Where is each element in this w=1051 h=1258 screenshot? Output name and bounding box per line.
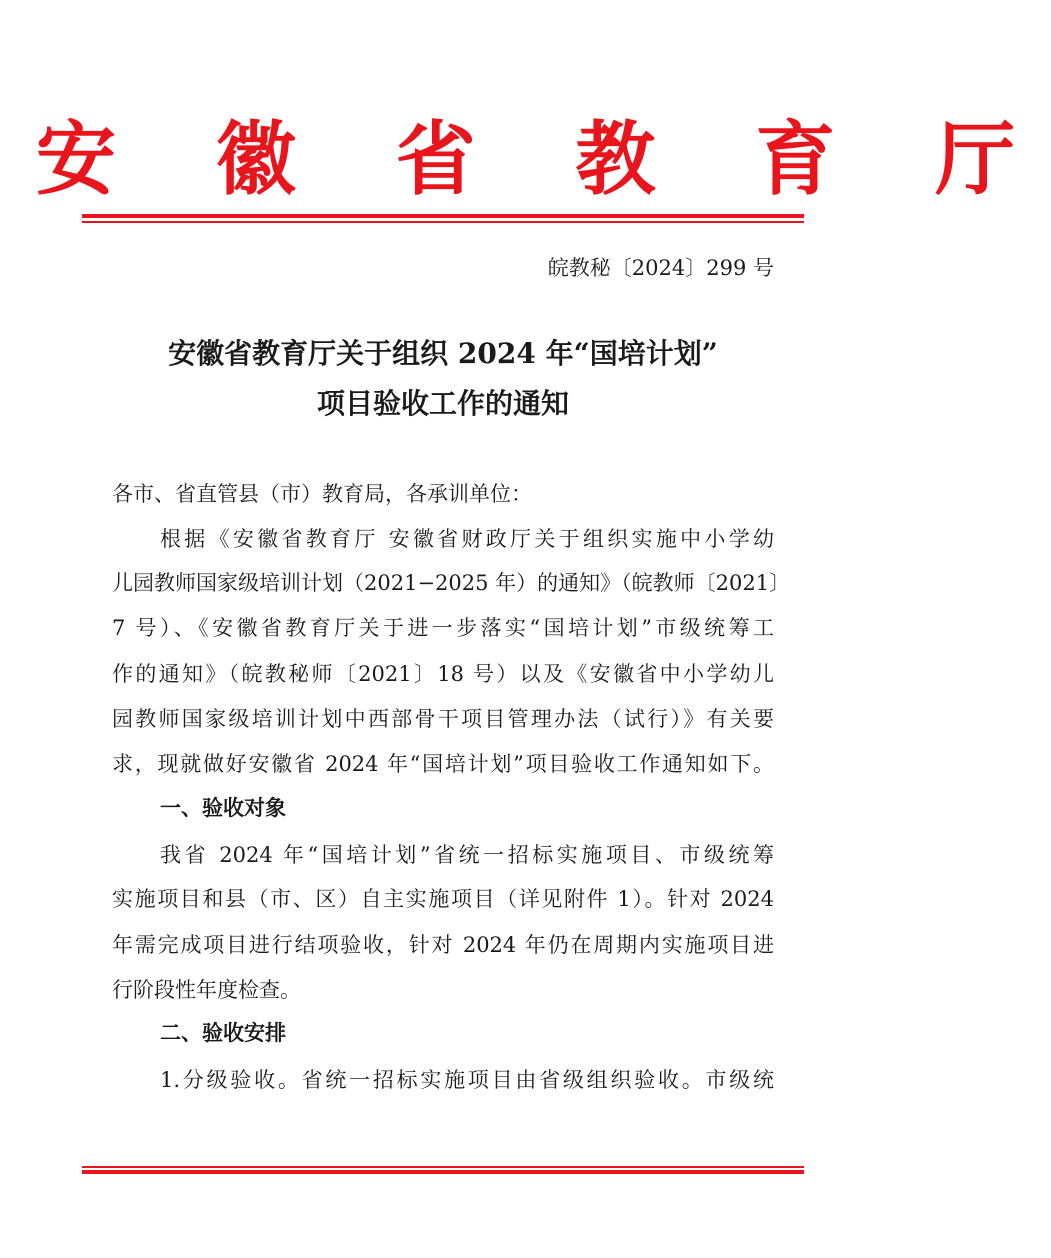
paragraph-1-line: 根据《安徽省教育厅 安徽省财政厅关于组织实施中小学幼 <box>160 527 774 551</box>
section-1-heading: 一、验收对象 <box>160 796 286 820</box>
paragraph-2-line: 我省 2024 年“国培计划”省统一招标实施项目、市级统筹 <box>160 843 774 867</box>
document-title-line-1: 安徽省教育厅关于组织 2024 年“国培计划” <box>168 337 718 370</box>
paragraph-1-line: 7 号）、《安徽省教育厅关于进一步落实“国培计划”市级统筹工 <box>112 616 774 640</box>
header-rule-thin <box>82 221 804 223</box>
footer-rule-thick <box>82 1170 804 1174</box>
paragraph-2-line: 实施项目和县（市、区）自主实施项目（详见附件 1）。针对 2024 <box>112 887 774 911</box>
paragraph-1-line: 作的通知》（皖教秘师〔2021〕18 号）以及《安徽省中小学幼儿 <box>112 662 774 686</box>
agency-header: 安 徽 省 教 育 厅 <box>36 113 1051 206</box>
document-title-line-2: 项目验收工作的通知 <box>316 387 569 420</box>
paragraph-1-line: 儿园教师国家级培训计划（2021−2025 年）的通知》（皖教师〔2021〕 <box>112 571 791 595</box>
footer-rule-thin <box>82 1166 804 1168</box>
paragraph-2-line: 年需完成项目进行结项验收，针对 2024 年仍在周期内实施项目进 <box>112 933 774 957</box>
section-2-heading: 二、验收安排 <box>160 1021 286 1045</box>
paragraph-2-line: 行阶段性年度检查。 <box>112 978 301 1002</box>
paragraph-1-line: 求，现就做好安徽省 2024 年“国培计划”项目验收工作通知如下。 <box>112 752 774 776</box>
document-number: 皖教秘〔2024〕299 号 <box>547 256 774 280</box>
paragraph-3-line: 1.分级验收。省统一招标实施项目由省级组织验收。市级统 <box>160 1068 774 1092</box>
paragraph-1-line: 园教师国家级培训计划中西部骨干项目管理办法（试行）》有关要 <box>112 707 774 731</box>
header-rule-thick <box>82 214 804 218</box>
salutation: 各市、省直管县（市）教育局，各承训单位： <box>112 482 532 506</box>
